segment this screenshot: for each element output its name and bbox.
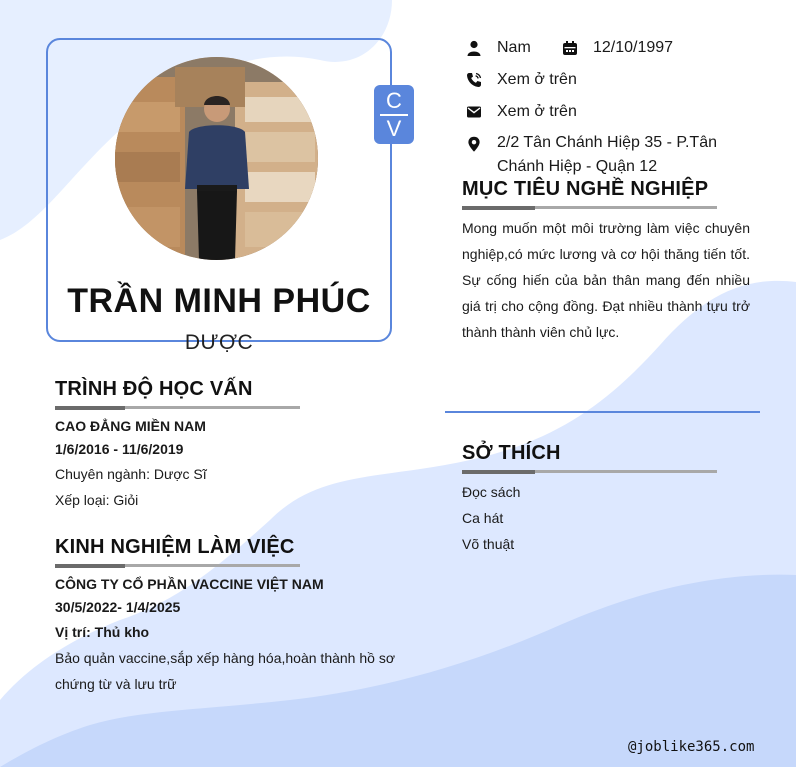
cv-badge <box>374 85 414 144</box>
experience-underline <box>55 564 300 567</box>
email-value: Xem ở trên <box>497 103 577 120</box>
experience-period: 30/5/2022- 1/4/2025 <box>55 599 181 615</box>
education-school: CAO ĐẲNG MIỀN NAM <box>55 418 206 434</box>
objective-underline <box>462 206 717 209</box>
mail-icon <box>466 104 482 120</box>
profile-photo <box>115 57 318 260</box>
experience-company: CÔNG TY CỔ PHẦN VACCINE VIỆT NAM <box>55 576 324 592</box>
cv-badge-bottom: V <box>386 116 402 141</box>
phone-row <box>466 71 577 89</box>
website-footer: @joblike365.com <box>628 739 755 755</box>
email-row <box>466 103 577 121</box>
objective-title: MỤC TIÊU NGHỀ NGHIỆP <box>462 178 709 200</box>
education-underline <box>55 406 300 409</box>
hobby-item: Đọc sách <box>462 484 521 500</box>
cv-badge-top: C <box>386 88 402 113</box>
hobbies-underline <box>462 470 717 473</box>
education-major: Chuyên ngành: Dược Sĩ <box>55 466 207 482</box>
birthday-row <box>562 39 673 57</box>
objective-text: Mong muốn một môi trường làm việc chuyên nghiệp,có mức lương và cơ hội thăng tiến tốt. Sự cống hiến của bản thân mang đến nhiều giá trị cho cộng đồng. Đạt nhiều thành tựu trở thành thành viên chủ lực. <box>462 220 750 340</box>
phone-value: Xem ở trên <box>497 71 577 88</box>
job-role: DƯỢC <box>184 331 254 354</box>
experience-position: Vị trí: Thủ kho <box>55 624 150 640</box>
experience-title: KINH NGHIỆM LÀM VIỆC <box>55 536 295 558</box>
phone-icon <box>466 72 482 88</box>
location-icon <box>466 136 482 152</box>
gender-value: Nam <box>497 39 531 56</box>
section-divider <box>445 411 760 413</box>
person-photo-illustration <box>115 57 318 260</box>
hobbies-title: SỞ THÍCH <box>462 442 561 464</box>
hobby-item: Võ thuật <box>462 536 515 552</box>
address-value: 2/2 Tân Chánh Hiệp 35 - P.Tân Chánh Hiệp - Quận 12 <box>497 134 717 175</box>
birthday-value: 12/10/1997 <box>593 39 674 56</box>
user-icon <box>466 40 482 56</box>
education-period: 1/6/2016 - 11/6/2019 <box>55 441 184 457</box>
calendar-icon <box>562 40 578 56</box>
education-grade: Xếp loại: Giỏi <box>55 492 139 508</box>
address-row <box>466 135 726 179</box>
gender-row <box>466 39 531 57</box>
hobby-item: Ca hát <box>462 510 504 526</box>
education-title: TRÌNH ĐỘ HỌC VẤN <box>55 378 253 400</box>
full-name: TRẦN MINH PHÚC <box>67 282 371 320</box>
experience-description: Bảo quản vaccine,sắp xếp hàng hóa,hoàn thành hồ sơ chứng từ và lưu trữ <box>55 650 395 692</box>
